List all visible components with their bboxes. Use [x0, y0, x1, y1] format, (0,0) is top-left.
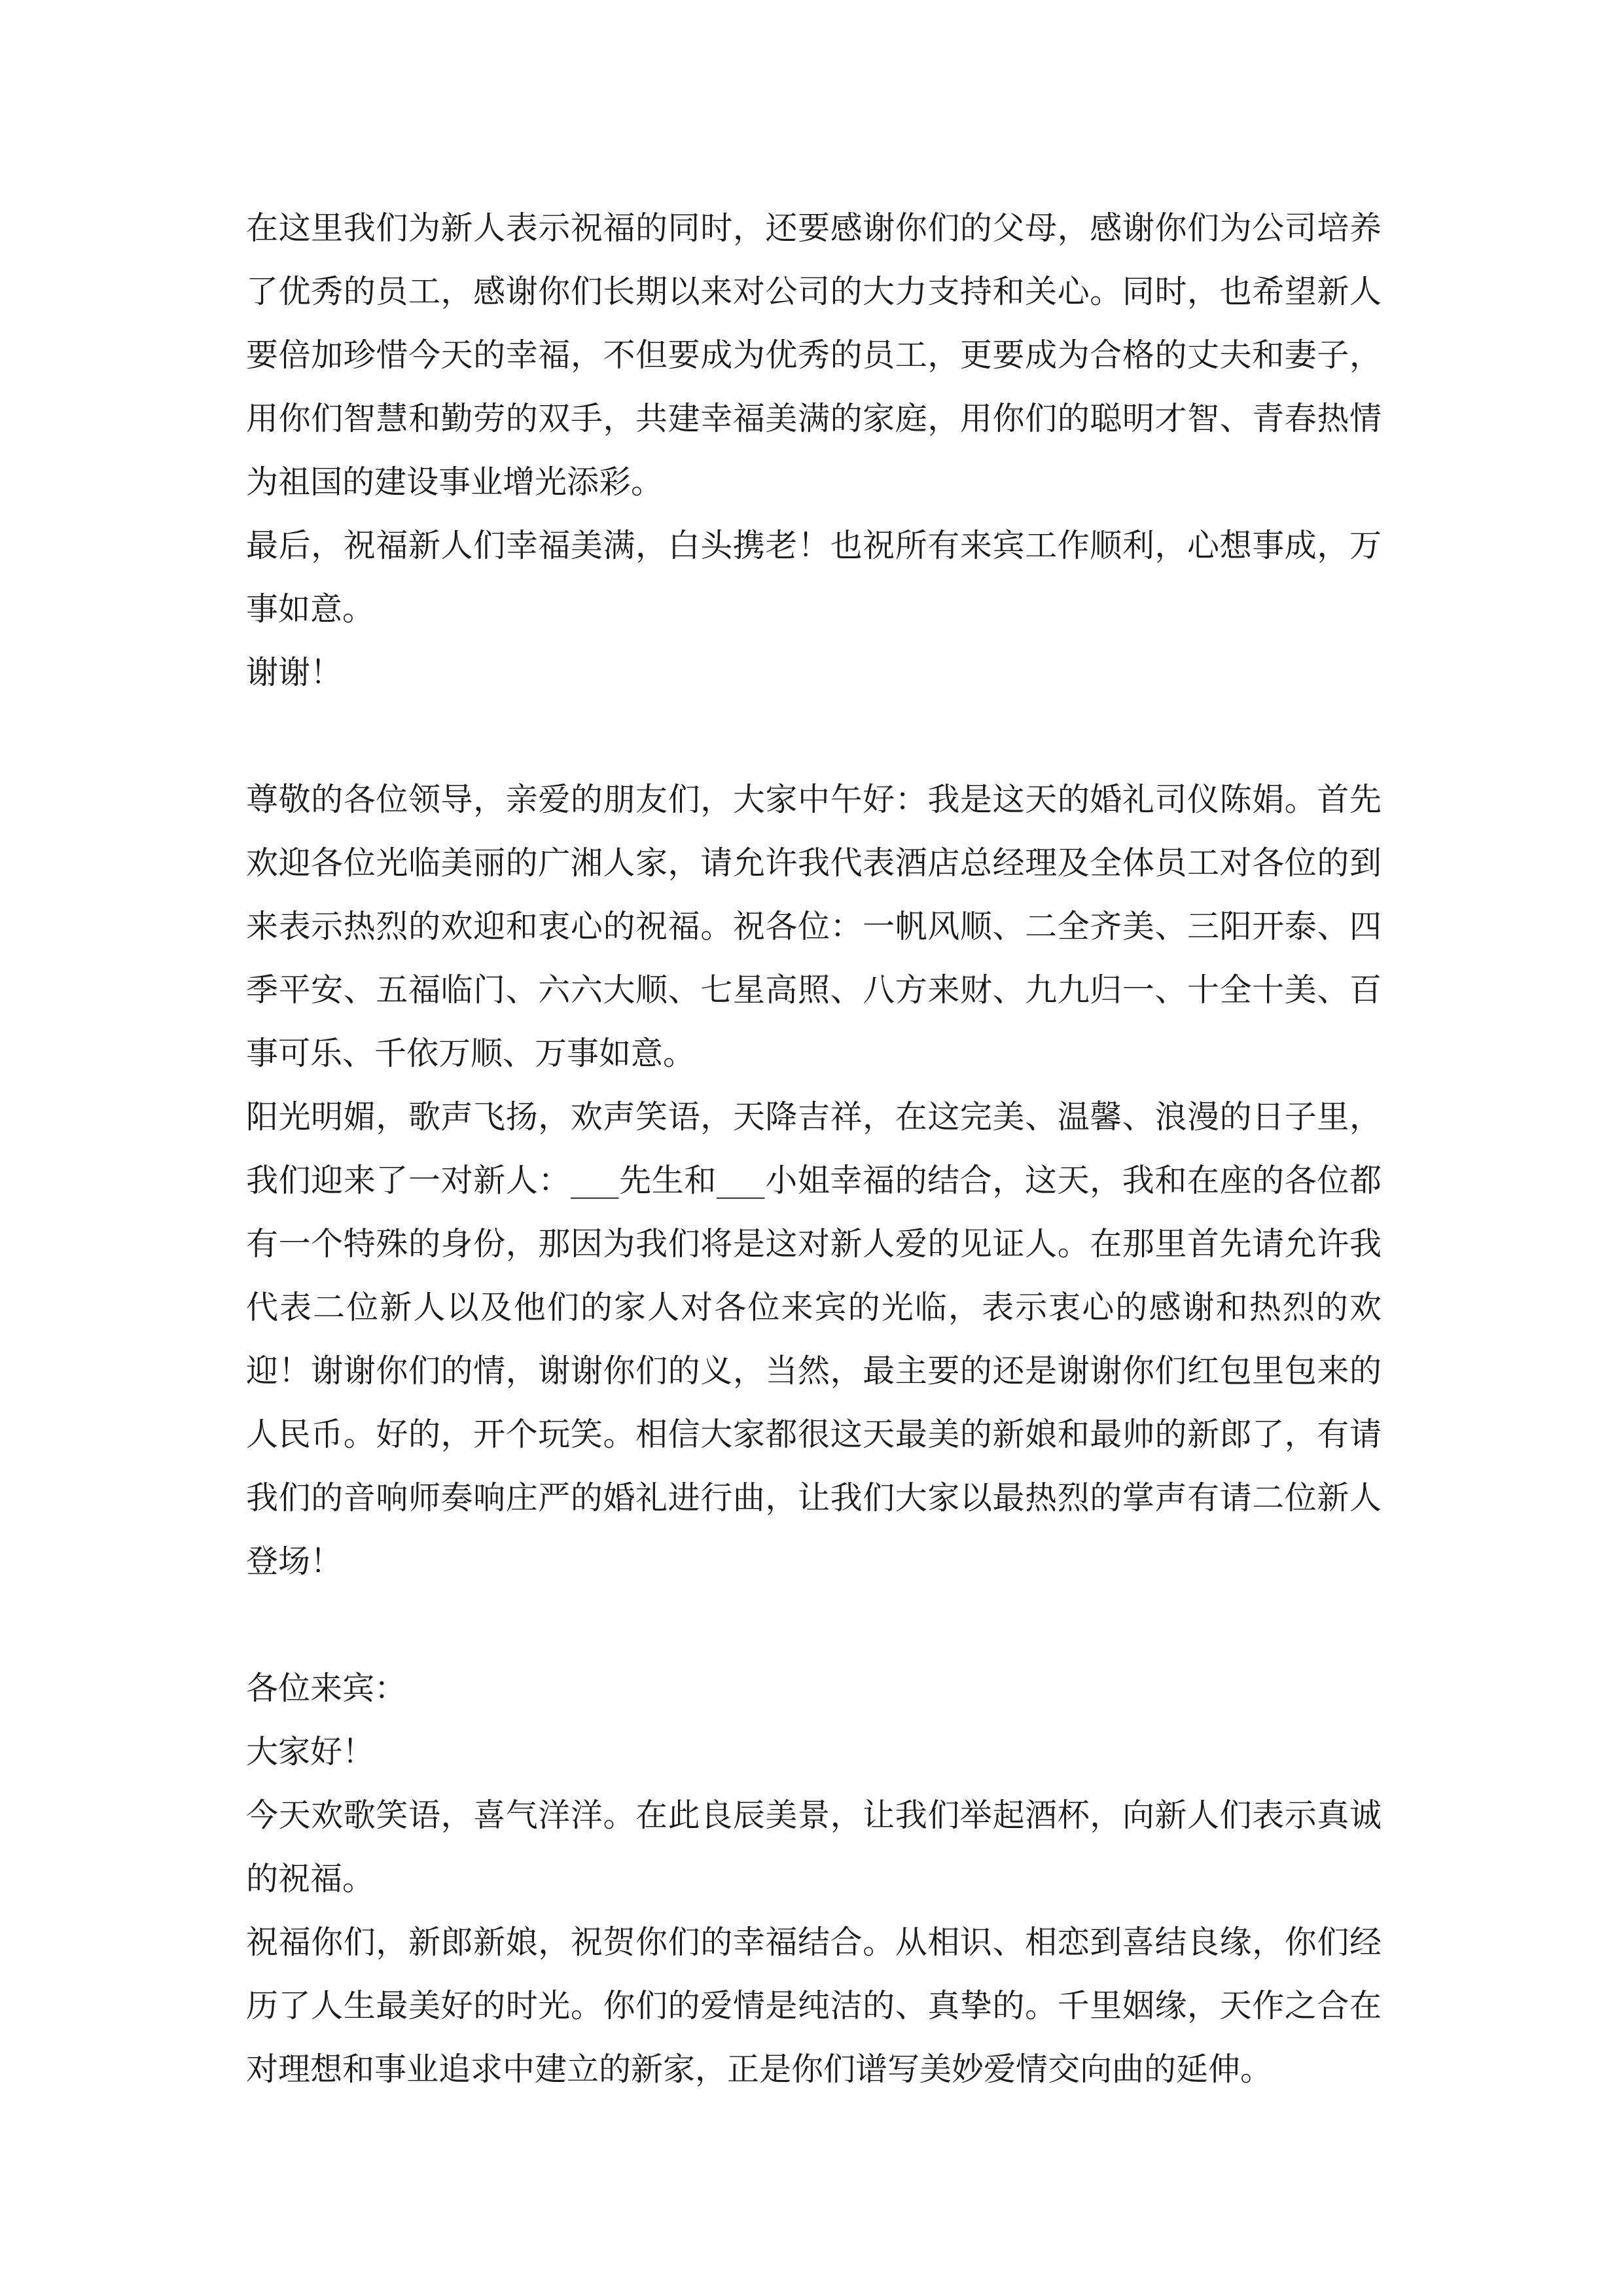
- paragraph: 今天欢歌笑语，喜气洋洋。在此良辰美景，让我们举起酒杯，向新人们表示真诚的祝福。: [246, 1797, 1382, 1897]
- paragraph: 大家好！: [246, 1733, 375, 1770]
- paragraph: 在这里我们为新人表示祝福的同时，还要感谢你们的父母，感谢你们为公司培养了优秀的员工，感谢你们长期以来对公司的大力支持和关心。同时，也希望新人要倍加珍惜今天的幸福，不但要成为优秀的员工，更要成为合格的丈夫和妻子，用你们智慧和勤劳的双手，共建幸福美满的家庭，用你们的聪明才智、青春热情为祖国的建设事业增光添彩。: [246, 209, 1382, 501]
- paragraph: 阳光明媚，歌声飞扬，欢声笑语，天降吉祥，在这完美、温馨、浪漫的日子里，我们迎来了一对新人：___先生和___小姐幸福的结合，这天，我和在座的各位都有一个特殊的身份，那因为我们将是这对新人爱的见证人。在那里首先请允许我代表二位新人以及他们的家人对各位来宾的光临，表示衷心的感谢和热烈的欢迎！谢谢你们的情，谢谢你们的义，当然，最主要的还是谢谢你们红包里包来的人民币。好的，开个玩笑。相信大家都很这天最美的新娘和最帅的新郎了，有请我们的音响师奏响庄严的婚礼进行曲，让我们大家以最热烈的掌声有请二位新人登场！: [246, 1098, 1382, 1580]
- section-spacer: [246, 1593, 1382, 1657]
- document-body: [246, 196, 1382, 2101]
- paragraph: 各位来宾：: [246, 1670, 407, 1707]
- paragraph: 祝福你们，新郎新娘，祝贺你们的幸福结合。从相识、相恋到喜结良缘，你们经历了人生最美好的时光。你们的爱情是纯洁的、真挚的。千里姻缘，天作之合在对理想和事业追求中建立的新家，正是你们谱写美妙爱情交向曲的延伸。: [246, 1924, 1382, 2088]
- paragraph: 最后，祝福新人们幸福美满，白头携老！也祝所有来宾工作顺利，心想事成，万事如意。: [246, 527, 1382, 628]
- paragraph: 谢谢！: [246, 654, 343, 691]
- paragraph: 尊敬的各位领导，亲爱的朋友们，大家中午好：我是这天的婚礼司仪陈娟。首先欢迎各位光临美丽的广湘人家，请允许我代表酒店总经理及全体员工对各位的到来表示热烈的欢迎和衷心的祝福。祝各位：一帆风顺、二全齐美、三阳开泰、四季平安、五福临门、六六大顺、七星高照、八方来财、九九归一、十全十美、百事可乐、千依万顺、万事如意。: [246, 781, 1382, 1072]
- section-spacer: [246, 704, 1382, 768]
